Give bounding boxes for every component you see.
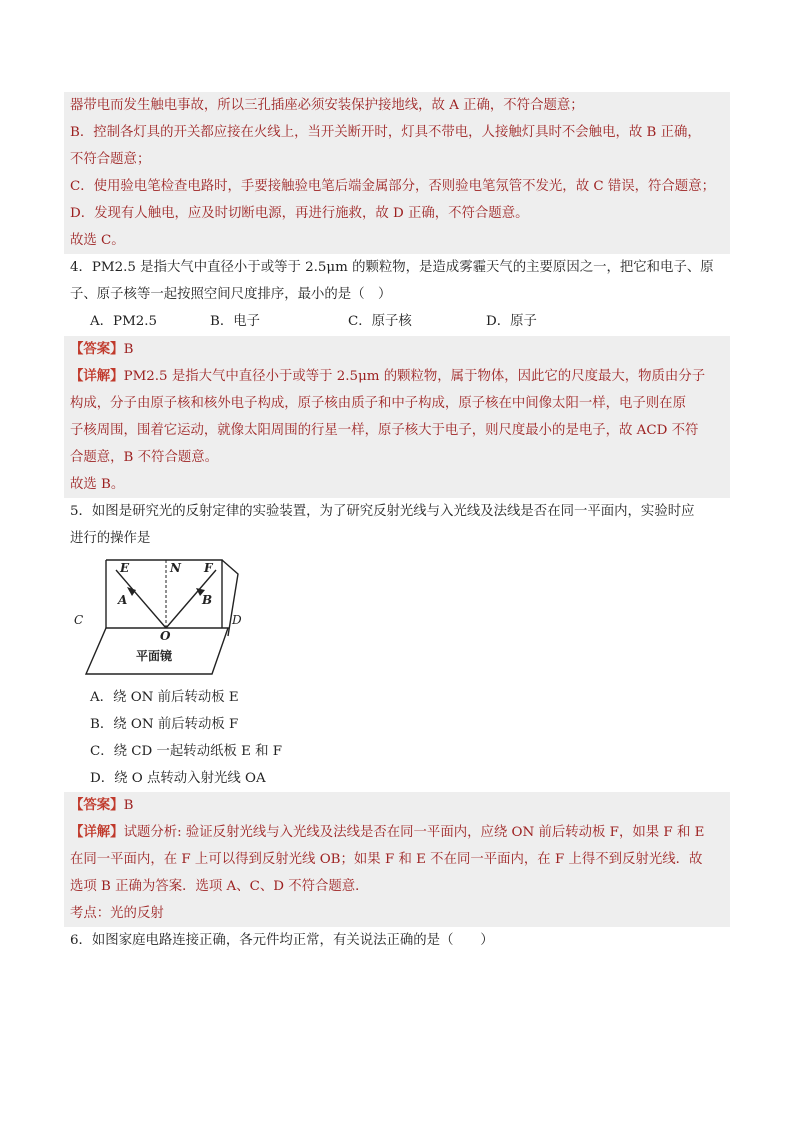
q4-stem-line-1: 4．PM2.5 是指大气中直径小于或等于 2.5μm 的颗粒物，是造成雾霾天气的主要原因之一，把它和电子、原: [70, 260, 714, 275]
q5-answer-block: [64, 792, 730, 927]
prev-answer-conclusion: 故选 C。: [70, 233, 125, 248]
label-a: A: [118, 593, 128, 607]
q5-answer-tag: 【答案】: [70, 797, 124, 813]
prev-answer-block: [64, 92, 730, 254]
q4-answer-tag: 【答案】: [70, 341, 124, 357]
label-b: B: [202, 593, 213, 607]
q4-detail-line-4: 合题意，B 不符合题意。: [70, 450, 219, 465]
label-c: C: [74, 613, 84, 627]
q5-detail-text-1: 试题分析: 验证反射光线与入光线及法线是否在同一平面内，应绕 ON 前后转动板 F，如果 F 和 E: [123, 825, 705, 840]
q4-conclusion: 故选 B。: [70, 477, 125, 492]
q5-option-b: B．绕 ON 前后转动板 F: [90, 717, 239, 732]
q5-answer-line: [70, 792, 724, 819]
q6-stem-line-1: 6．如图家庭电路连接正确，各元件均正常，有关说法正确的是（ ）: [70, 933, 494, 948]
q5-detail-line-2: 在同一平面内，在 F 上可以得到反射光线 OB；如果 F 和 E 不在同一平面内，在 F 上得不到反射光线．故: [70, 852, 703, 867]
label-n: N: [170, 561, 181, 575]
q4-detail-line-2: 构成，分子由原子核和核外电子构成，原子核由质子和中子构成，原子核在中间像太阳一样，电子则在原: [70, 396, 686, 411]
q5-detail-line-3: 选项 B 正确为答案．选项 A、C、D 不符合题意．: [70, 879, 369, 894]
q5-stem-line-1: 5．如图是研究光的反射定律的实验装置，为了研究反射光线与入光线及法线是否在同一平面内，实验时应: [70, 504, 695, 519]
label-e: E: [120, 561, 130, 575]
label-mirror: 平面镜: [136, 649, 173, 663]
q4-answer-value: B: [123, 342, 134, 357]
q5-detail-tag: 【详解】: [70, 824, 124, 840]
q5-option-d: D．绕 O 点转动入射光线 OA: [90, 771, 266, 786]
prev-answer-line-4: C．使用验电笔检查电路时，手要接触验电笔后端金属部分，否则验电笔氖管不发光，故 C 错误，符合题意；: [70, 179, 715, 194]
q4-answer-line: [70, 336, 724, 363]
q4-options: [70, 308, 724, 336]
prev-answer-line-1: 器带电而发生触电事故，所以三孔插座必须安装保护接地线，故 A 正确，不符合题意；: [70, 98, 584, 113]
prev-answer-line-3: 不符合题意；: [70, 152, 151, 167]
q5-answer-value: B: [123, 798, 134, 813]
q4-detail-line-1: [70, 363, 724, 390]
q4-detail-line-3: 子核周围，围着它运动，就像太阳周围的行星一样，原子核大于电子，则尺度最小的是电子，故 ACD 不符: [70, 423, 699, 438]
q4-stem-line-2: 子、原子核等一起按照空间尺度排序，最小的是（ ）: [70, 287, 392, 302]
q4-option-c: C．原子核: [348, 314, 412, 329]
document-page: [70, 92, 724, 954]
prev-answer-line-5: D．发现有人触电，应及时切断电源，再进行施救，故 D 正确，不符合题意。: [70, 206, 529, 221]
q4-detail-tag: 【详解】: [70, 368, 124, 384]
label-d: D: [232, 613, 242, 627]
q5-stem-line-2: 进行的操作是: [70, 531, 151, 546]
q4-answer-block: [64, 336, 730, 498]
label-f: F: [204, 561, 213, 575]
label-o: O: [160, 629, 171, 643]
q5-option-a: A．绕 ON 前后转动板 E: [90, 690, 239, 705]
q4-option-d: D．原子: [486, 314, 537, 329]
q5-kaodian: 考点：光的反射: [70, 906, 164, 921]
reflection-apparatus-figure: [70, 556, 260, 680]
q5-detail-line-1: [70, 819, 724, 846]
reflection-diagram: [70, 556, 260, 680]
prev-answer-line-2: B．控制各灯具的开关都应接在火线上，当开关断开时，灯具不带电，人接触灯具时不会触电，故 B 正确，: [70, 125, 701, 140]
q5-option-c: C．绕 CD 一起转动纸板 E 和 F: [90, 744, 283, 759]
q4-option-a: A．PM2.5: [90, 314, 158, 329]
q4-detail-text-1: PM2.5 是指大气中直径小于或等于 2.5μm 的颗粒物，属于物体，因此它的尺度最大，物质由分子: [123, 369, 706, 384]
q4-option-b: B．电子: [210, 314, 261, 329]
